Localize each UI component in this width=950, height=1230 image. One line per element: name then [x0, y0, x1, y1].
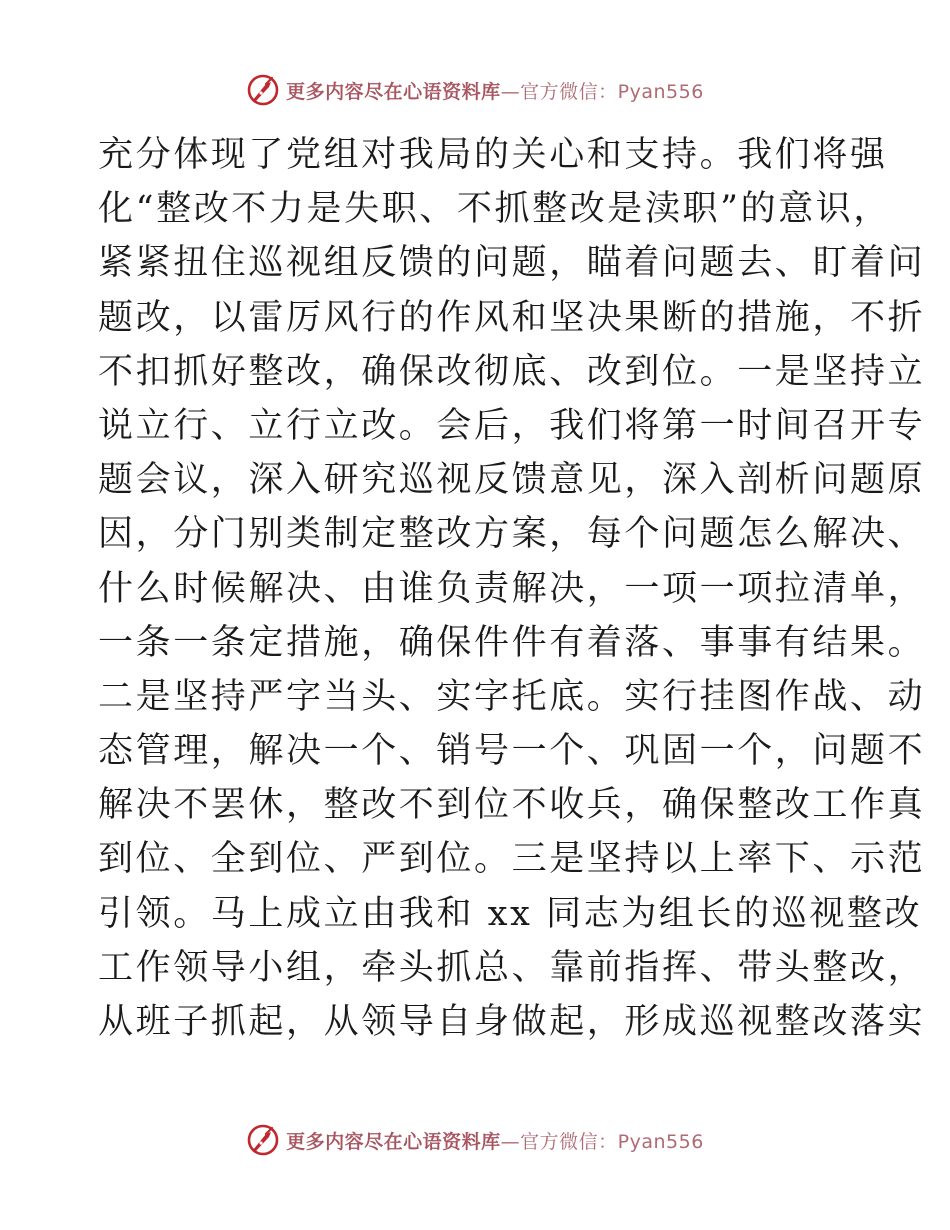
watermark-tail: —官方微信：Pyan556: [500, 80, 704, 103]
watermark-main: 更多内容尽在心语资料库: [286, 80, 501, 103]
text-line: 引领。马上成立由我和 xx 同志为组长的巡视整改: [98, 893, 923, 934]
text-line: 解决不罢休，整改不到位不收兵，确保整改工作真: [98, 785, 926, 826]
text-line: 化“整改不力是失职、不抓整改是渎职”的意识，: [98, 189, 891, 230]
watermark-tail: —官方微信：Pyan556: [500, 1130, 704, 1153]
text-line: 因，分门别类制定整改方案，每个问题怎么解决、: [98, 514, 926, 555]
text-line: 态管理，解决一个、销号一个、巩固一个，问题不: [98, 731, 926, 772]
document-body: [98, 128, 926, 1049]
text-line: 从班子抓起，从领导自身做起，形成巡视整改落实: [98, 1002, 926, 1042]
watermark-text: [286, 1127, 704, 1154]
header-watermark: [0, 70, 950, 110]
pen-nib-logo-icon: [246, 73, 280, 107]
text-line: 题改，以雷厉风行的作风和坚决果断的措施，不折: [98, 297, 926, 338]
text-line: 不扣抓好整改，确保改彻底、改到位。一是坚持立: [98, 351, 926, 392]
text-line: 二是坚持严字当头、实字托底。实行挂图作战、动: [98, 676, 926, 717]
text-line: 到位、全到位、严到位。三是坚持以上率下、示范: [98, 839, 926, 880]
text-line: 工作领导小组，牵头抓总、靠前指挥、带头整改，: [98, 947, 926, 988]
text-line: 一条一条定措施，确保件件有着落、事事有结果。: [98, 622, 926, 663]
text-line: 题会议，深入研究巡视反馈意见，深入剖析问题原: [98, 460, 926, 501]
text-line: 什么时候解决、由谁负责解决，一项一项拉清单，: [98, 568, 926, 609]
watermark-text: [286, 77, 704, 104]
watermark-main: 更多内容尽在心语资料库: [286, 1130, 501, 1153]
footer-watermark: [0, 1120, 950, 1160]
text-line: 紧紧扭住巡视组反馈的问题，瞄着问题去、盯着问: [98, 243, 926, 284]
text-line: 充分体现了党组对我局的关心和支持。我们将强: [98, 135, 888, 175]
pen-nib-logo-icon: [246, 1123, 280, 1157]
text-line: 说立行、立行立改。会后，我们将第一时间召开专: [98, 405, 926, 446]
